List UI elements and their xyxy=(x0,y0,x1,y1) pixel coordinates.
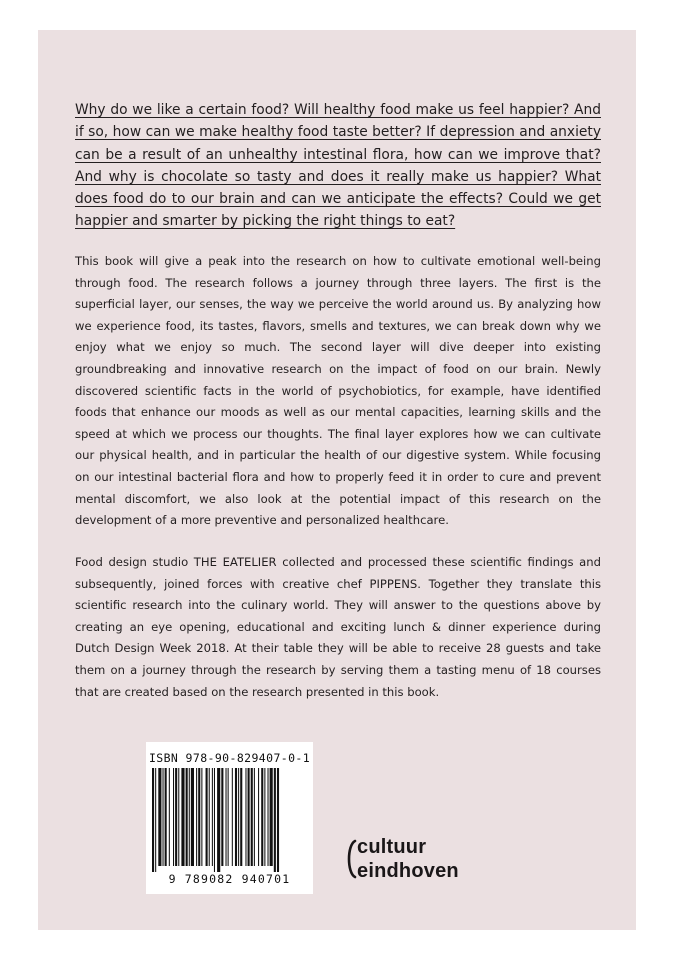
barcode-bar xyxy=(201,768,202,866)
barcode-bars xyxy=(152,768,307,872)
body-paragraph-eatelier: Food design studio THE EATELIER collected and processed these scientific findings and subsequently, joined forces with creative chef PIPPENS. Together they translate this scientific research into the culinary world. They will answer to the questions above by creating an eye opening, educational and exciting lunch & dinner experience during Dutch Design Week 2018. At their table they will be able to receive 28 guests and take them on a journey through the research by serving them a tasting menu of 18 courses that are created based on the research presented in this book. xyxy=(75,555,601,699)
isbn-label: ISBN 978-90-829407-0-1 xyxy=(148,751,311,765)
barcode-bar xyxy=(274,768,276,872)
barcode-bar xyxy=(155,768,156,872)
barcode-bar xyxy=(209,768,210,866)
logo-bracket-icon xyxy=(344,831,358,887)
barcode-bar xyxy=(198,768,200,866)
barcode-bar xyxy=(232,768,233,866)
barcode-bar xyxy=(186,768,188,866)
intro-questions: Why do we like a certain food? Will healthy food make us feel happier? And if so, how can we make healthy food taste better? If depression and anxiety can be a result of an unhealthy intestinal flora, how can we improve that? And why is chocolate so tasty and does it really make us happier? What does food do to our brain and can we anticipate the effects? Could we get happier and smarter by picking the right things to eat? xyxy=(75,102,601,230)
logo-text-line1: cultuur xyxy=(357,836,427,858)
barcode-bar xyxy=(221,768,223,866)
barcode-bar xyxy=(196,768,197,866)
barcode-bar xyxy=(165,768,167,866)
barcode-bar xyxy=(264,768,265,866)
barcode-bar xyxy=(214,768,215,872)
barcode-bar xyxy=(217,768,220,872)
barcode-bar xyxy=(270,768,273,866)
barcode-bar xyxy=(268,768,269,866)
barcode-bar xyxy=(238,768,239,866)
barcode-bar xyxy=(152,768,154,872)
barcode-bar xyxy=(158,768,161,866)
barcode-bar xyxy=(261,768,263,866)
barcode-bar xyxy=(226,768,227,866)
barcode-digits: 9 789082 940701 xyxy=(168,872,291,886)
barcode-bar xyxy=(181,768,184,866)
barcode-bar xyxy=(228,768,229,866)
back-cover xyxy=(38,30,636,930)
barcode-bar xyxy=(191,768,194,866)
barcode-bar xyxy=(245,768,246,866)
barcode-bar xyxy=(189,768,190,866)
barcode-bar xyxy=(163,768,164,866)
barcode-bar xyxy=(240,768,242,866)
barcode-bar xyxy=(175,768,177,866)
isbn-barcode xyxy=(146,742,313,894)
barcode-bar xyxy=(169,768,170,866)
barcode-bar xyxy=(277,768,279,872)
barcode-bar xyxy=(254,768,255,866)
barcode-bar xyxy=(251,768,253,866)
body-paragraph-research: This book will give a peak into the research on how to cultivate emotional well-being through food. The research follows a journey through three layers. The first is the superficial layer, our senses, the way we perceive the world around us. By analyzing how we experience food, its tastes, flavors, smells and textures, we can break down why we enjoy what we enjoy so much. The second layer will dive deeper into existing groundbreaking and innovative research on the impact of food on our brain. Newly discovered scientific facts in the world of psychobiotics, for example, have identified foods that enhance our moods as well as our mental capacities, learning skills and the speed at which we process our thoughts. The final layer explores how we can cultivate our physical health, and in particular the health of our digestive system. While focusing on our intestinal bacterial flora and how to properly feed it in order to cure and prevent mental discomfort, we also look at the potential impact of this research on the development of a more preventive and personalized healthcare. xyxy=(75,254,601,528)
barcode-bar xyxy=(212,768,213,866)
logo-text-line2: eindhoven xyxy=(357,860,459,882)
barcode-bar xyxy=(178,768,179,866)
cultuur-eindhoven-logo xyxy=(344,831,504,887)
barcode-bar xyxy=(235,768,237,866)
barcode-bar xyxy=(248,768,250,866)
barcode-bar xyxy=(173,768,174,866)
barcode-bar xyxy=(206,768,208,866)
barcode-bar xyxy=(258,768,259,866)
